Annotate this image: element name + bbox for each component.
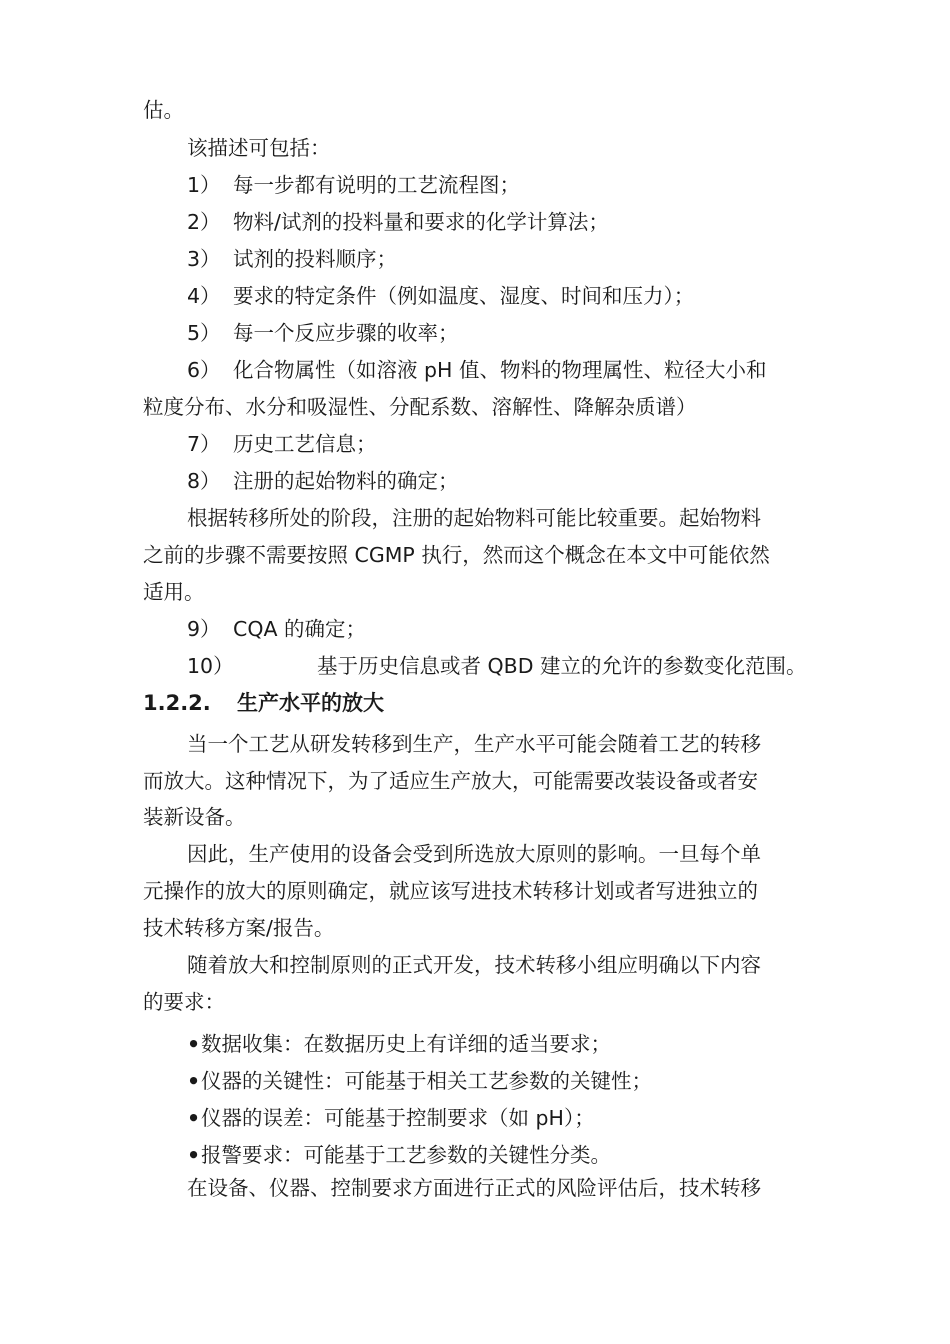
list-text: 注册的起始物料的确定；	[233, 469, 459, 493]
list-number: 3）	[187, 247, 221, 271]
list-text: 物料/试剂的投料量和要求的化学计算法；	[233, 210, 609, 234]
text-line: 而放大。这种情况下，为了适应生产放大，可能需要改装设备或者安	[143, 769, 758, 793]
text-line: 的要求：	[143, 990, 225, 1014]
list-text: 每一步都有说明的工艺流程图；	[233, 173, 520, 197]
bullet-icon: •	[187, 1032, 201, 1056]
text-line: 粒度分布、水分和吸湿性、分配系数、溶解性、降解杂质谱）	[143, 395, 697, 419]
list-item	[187, 355, 766, 385]
list-item	[187, 318, 459, 348]
text-line: 因此，生产使用的设备会受到所选放大原则的影响。一旦每个单	[187, 842, 761, 866]
bullet-icon: •	[187, 1143, 201, 1167]
list-number: 1）	[187, 173, 221, 197]
bullet-text: 仪器的关键性：可能基于相关工艺参数的关键性；	[201, 1069, 652, 1093]
text-line: 该描述可包括：	[187, 136, 331, 160]
text-line: 在设备、仪器、控制要求方面进行正式的风险评估后，技术转移	[187, 1176, 761, 1200]
list-item	[187, 466, 459, 496]
text-line: 之前的步骤不需要按照 CGMP 执行，然而这个概念在本文中可能依然	[143, 543, 770, 567]
list-item	[187, 170, 520, 200]
list-number: 8）	[187, 469, 221, 493]
bullet-item	[187, 1029, 611, 1059]
section-number: 1.2.2.	[143, 691, 211, 715]
list-number: 2）	[187, 210, 221, 234]
list-text: 要求的特定条件（例如温度、湿度、时间和压力）；	[233, 284, 695, 308]
bullet-item	[187, 1140, 611, 1170]
list-item	[187, 651, 807, 681]
text-line: 技术转移方案/报告。	[143, 916, 335, 940]
text-line: 当一个工艺从研发转移到生产，生产水平可能会随着工艺的转移	[187, 732, 761, 756]
list-number: 5）	[187, 321, 221, 345]
list-text: 历史工艺信息；	[233, 432, 377, 456]
text-line: 根据转移所处的阶段，注册的起始物料可能比较重要。起始物料	[187, 506, 761, 530]
list-number: 9）	[187, 617, 221, 641]
list-text: 基于历史信息或者 QBD 建立的允许的参数变化范围。	[317, 654, 807, 678]
bullet-icon: •	[187, 1106, 201, 1130]
list-item	[187, 281, 694, 311]
list-number: 4）	[187, 284, 221, 308]
text-line: 随着放大和控制原则的正式开发，技术转移小组应明确以下内容	[187, 953, 761, 977]
text-line: 估。	[143, 98, 184, 122]
list-text: CQA 的确定；	[233, 617, 366, 641]
list-item	[187, 207, 609, 237]
text-line: 适用。	[143, 580, 205, 604]
section-heading	[143, 688, 384, 718]
list-text: 化合物属性（如溶液 pH 值、物料的物理属性、粒径大小和	[233, 358, 767, 382]
section-title: 生产水平的放大	[237, 691, 384, 715]
bullet-text: 仪器的误差：可能基于控制要求（如 pH）；	[201, 1106, 595, 1130]
list-item	[187, 244, 397, 274]
list-item	[187, 429, 377, 459]
bullet-text: 报警要求：可能基于工艺参数的关键性分类。	[201, 1143, 611, 1167]
text-line: 元操作的放大的原则确定，就应该写进技术转移计划或者写进独立的	[143, 879, 758, 903]
bullet-text: 数据收集：在数据历史上有详细的适当要求；	[201, 1032, 611, 1056]
text-line: 装新设备。	[143, 805, 246, 829]
list-number: 7）	[187, 432, 221, 456]
list-text: 试剂的投料顺序；	[233, 247, 397, 271]
bullet-item	[187, 1066, 652, 1096]
list-text: 每一个反应步骤的收率；	[233, 321, 459, 345]
list-number: 10）	[187, 654, 234, 678]
list-number: 6）	[187, 358, 221, 382]
bullet-item	[187, 1103, 595, 1133]
list-item	[187, 614, 366, 644]
bullet-icon: •	[187, 1069, 201, 1093]
